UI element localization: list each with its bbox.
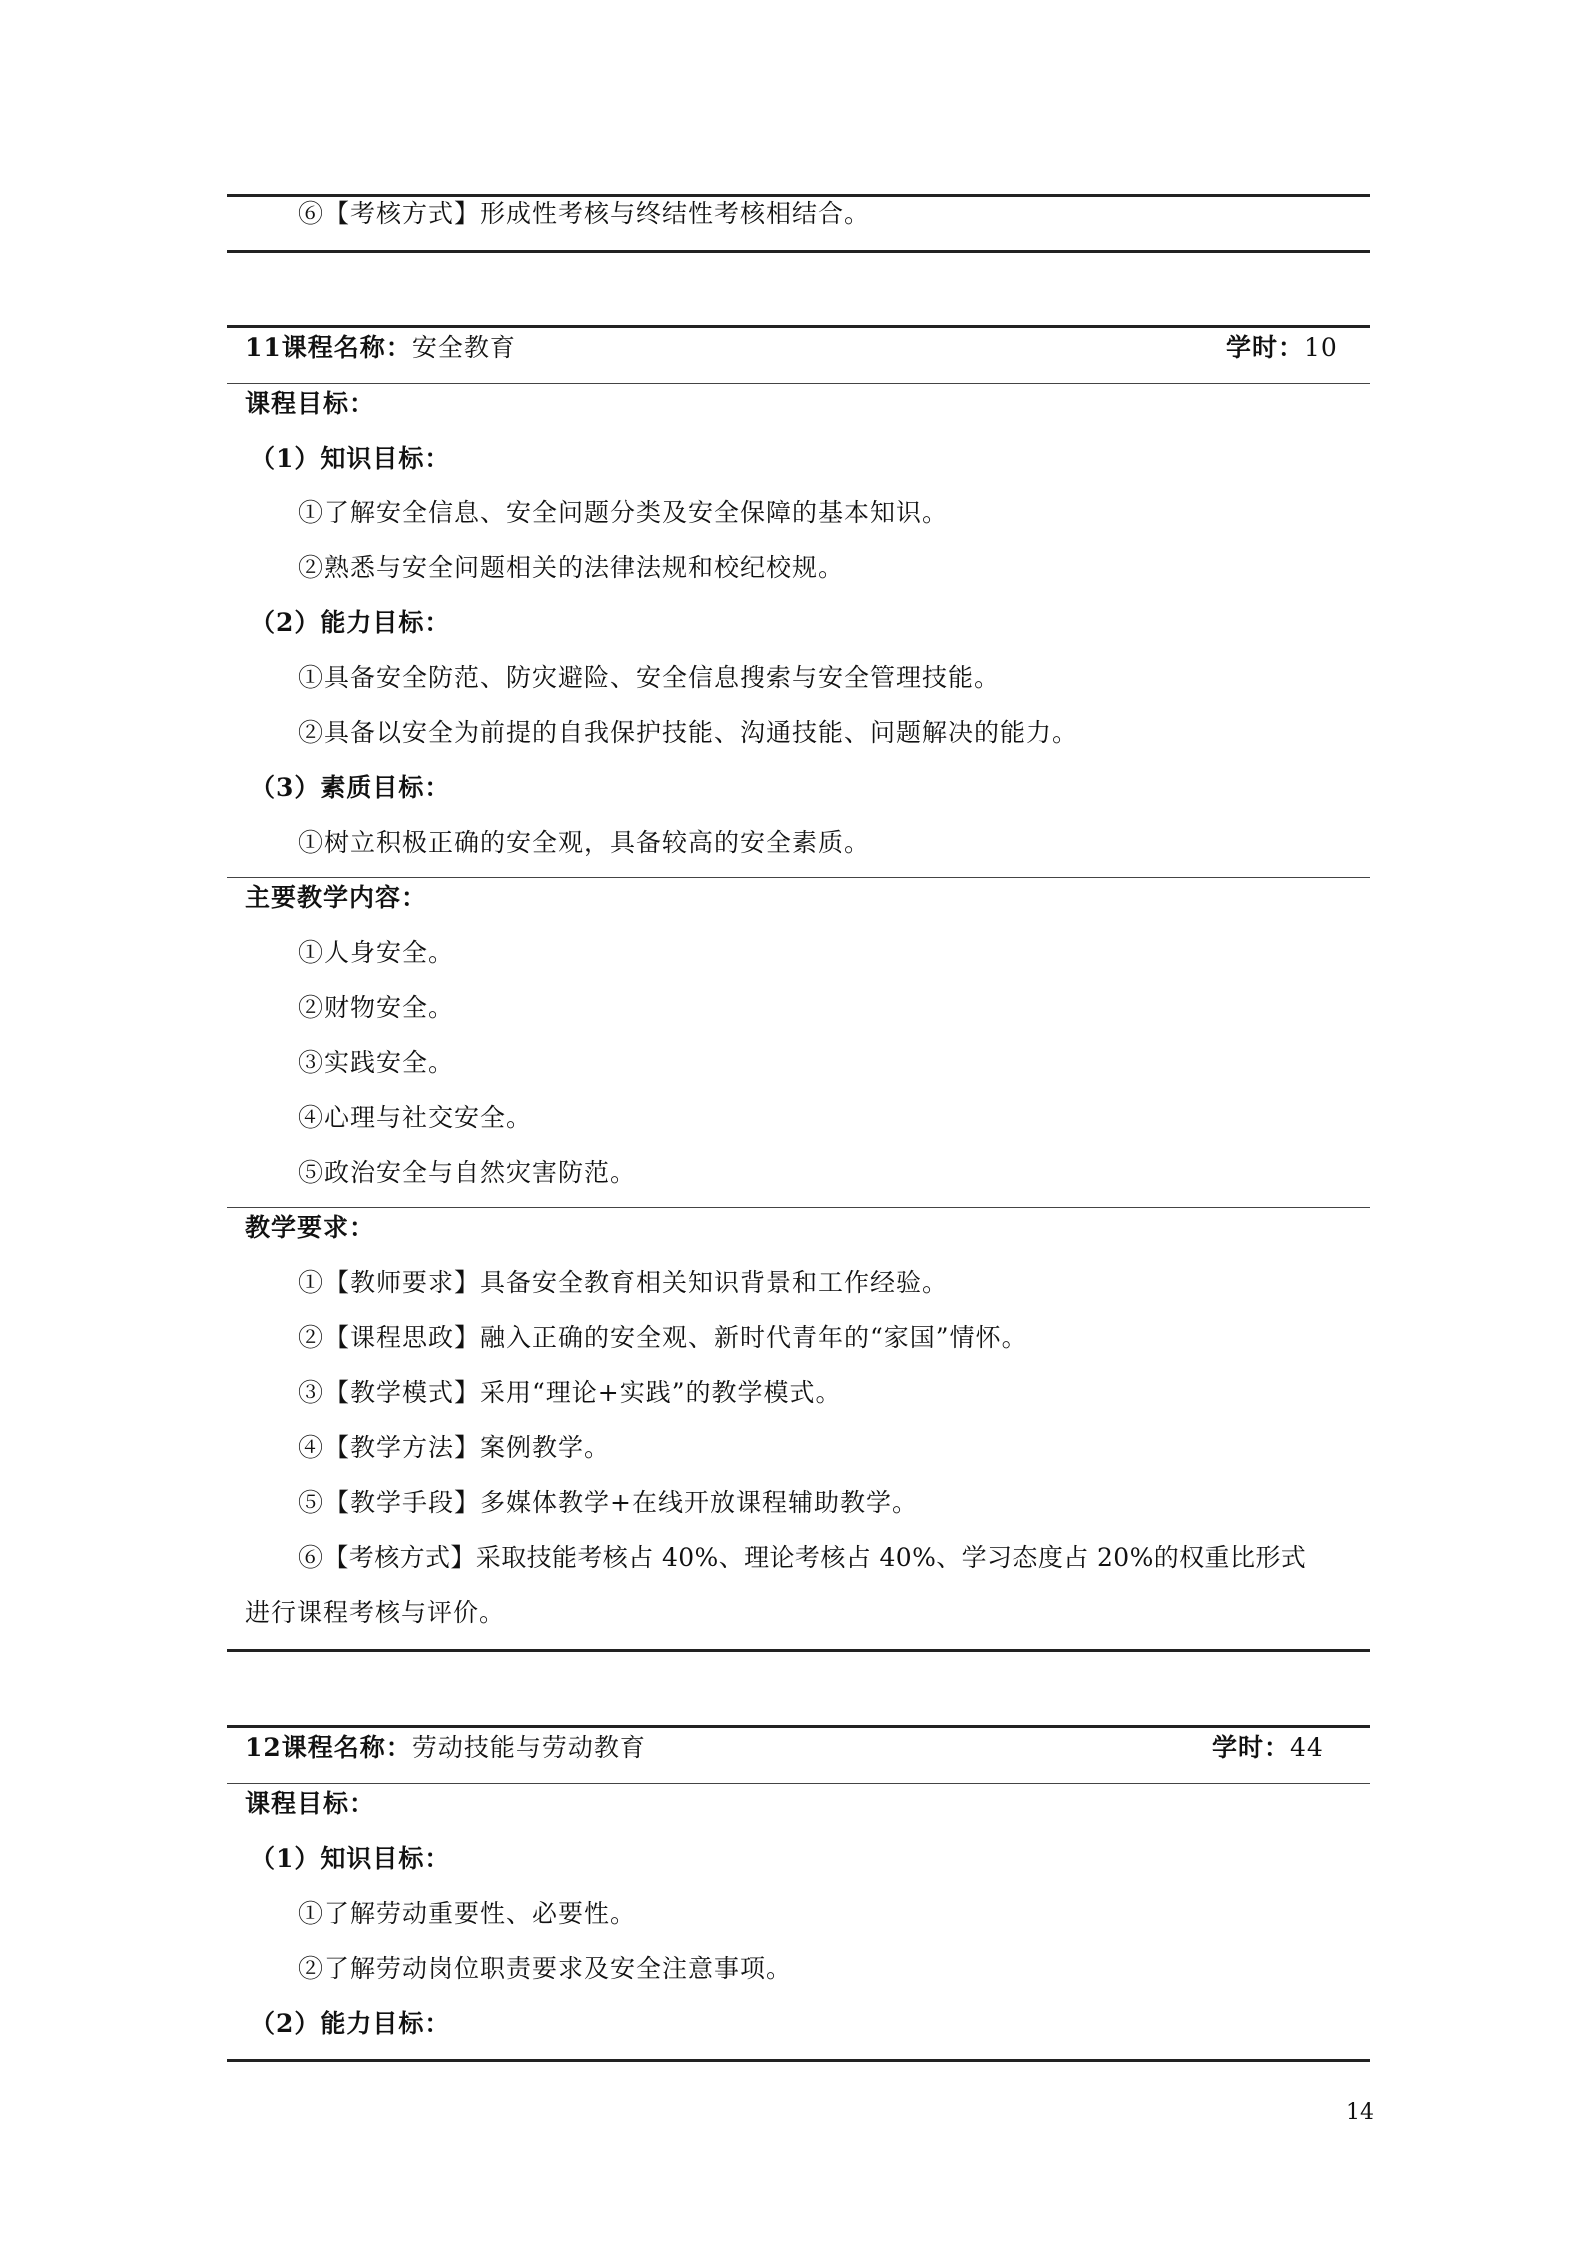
course11-req-item: ③【教学模式】采用“理论+实践”的教学模式。 xyxy=(298,1378,842,1407)
course11-req-item: ④【教学方法】案例教学。 xyxy=(298,1433,611,1462)
course11-knowledge-item: ①了解安全信息、安全问题分类及安全保障的基本知识。 xyxy=(298,498,949,527)
course11-top-rule xyxy=(227,325,1370,328)
course11-quality-item: ①树立积极正确的安全观，具备较高的安全素质。 xyxy=(298,828,871,857)
course12-bottom-rule xyxy=(227,2059,1370,2062)
course11-req-item: ①【教师要求】具备安全教育相关知识背景和工作经验。 xyxy=(298,1268,949,1297)
course11-knowledge-item: ②熟悉与安全问题相关的法律法规和校纪校规。 xyxy=(298,553,845,582)
course12-knowledge-item: ①了解劳动重要性、必要性。 xyxy=(298,1899,637,1928)
course11-req-item: ⑥【考核方式】采取技能考核占 40%、理论考核占 40%、学习态度占 20%的权重比形式 xyxy=(298,1543,1307,1572)
course11-quality-label: （3）素质目标： xyxy=(250,773,451,802)
course11-req-item: ②【课程思政】融入正确的安全观、新时代青年的“家国”情怀。 xyxy=(298,1323,1028,1352)
course11-content-label: 主要教学内容： xyxy=(245,883,428,912)
course11-req-rule xyxy=(227,1207,1370,1208)
course11-content-item: ①人身安全。 xyxy=(298,938,455,967)
block-bottom-rule xyxy=(227,250,1370,253)
course11-req-label: 教学要求： xyxy=(245,1213,376,1242)
course12-ability-label: （2）能力目标： xyxy=(250,2009,451,2038)
course12-hours xyxy=(1212,1731,1324,1765)
course11-req-continuation: 进行课程考核与评价。 xyxy=(245,1598,506,1627)
page-number: 14 xyxy=(1346,2100,1374,2125)
course11-content-item: ③实践安全。 xyxy=(298,1048,455,1077)
course12-hours-label: 学时： xyxy=(1212,1733,1291,1762)
course11-ability-label: （2）能力目标： xyxy=(250,608,451,637)
course12-number: 12 xyxy=(245,1733,282,1762)
course12-name-label: 课程名称： xyxy=(281,1733,412,1762)
course11-knowledge-label: （1）知识目标： xyxy=(250,444,451,473)
course12-header xyxy=(245,1731,646,1765)
course11-header xyxy=(245,331,516,365)
course11-header-rule xyxy=(227,383,1370,384)
course12-knowledge-label: （1）知识目标： xyxy=(250,1844,451,1873)
course12-hours-value: 44 xyxy=(1290,1733,1324,1762)
course12-name: 劳动技能与劳动教育 xyxy=(411,1733,646,1762)
course11-hours-label: 学时： xyxy=(1226,333,1305,362)
course11-name: 安全教育 xyxy=(411,333,516,362)
course11-content-item: ⑤政治安全与自然灾害防范。 xyxy=(298,1158,637,1187)
course11-name-label: 课程名称： xyxy=(281,333,412,362)
course11-ability-item: ②具备以安全为前提的自我保护技能、沟通技能、问题解决的能力。 xyxy=(298,718,1079,747)
assessment-line: ⑥【考核方式】形成性考核与终结性考核相结合。 xyxy=(298,199,871,228)
course11-number: 11 xyxy=(245,333,282,362)
course11-hours-value: 10 xyxy=(1304,333,1338,362)
course12-header-rule xyxy=(227,1783,1370,1784)
course12-top-rule xyxy=(227,1725,1370,1728)
course11-goals-label: 课程目标： xyxy=(245,389,376,418)
course12-knowledge-item: ②了解劳动岗位职责要求及安全注意事项。 xyxy=(298,1954,793,1983)
course11-req-item: ⑤【教学手段】多媒体教学+在线开放课程辅助教学。 xyxy=(298,1488,918,1517)
course11-content-rule xyxy=(227,877,1370,878)
course11-ability-item: ①具备安全防范、防灾避险、安全信息搜索与安全管理技能。 xyxy=(298,663,1001,692)
course12-goals-label: 课程目标： xyxy=(245,1789,376,1818)
course11-content-item: ④心理与社交安全。 xyxy=(298,1103,533,1132)
course11-bottom-rule xyxy=(227,1649,1370,1652)
course11-content-item: ②财物安全。 xyxy=(298,993,455,1022)
course11-hours xyxy=(1226,331,1338,365)
